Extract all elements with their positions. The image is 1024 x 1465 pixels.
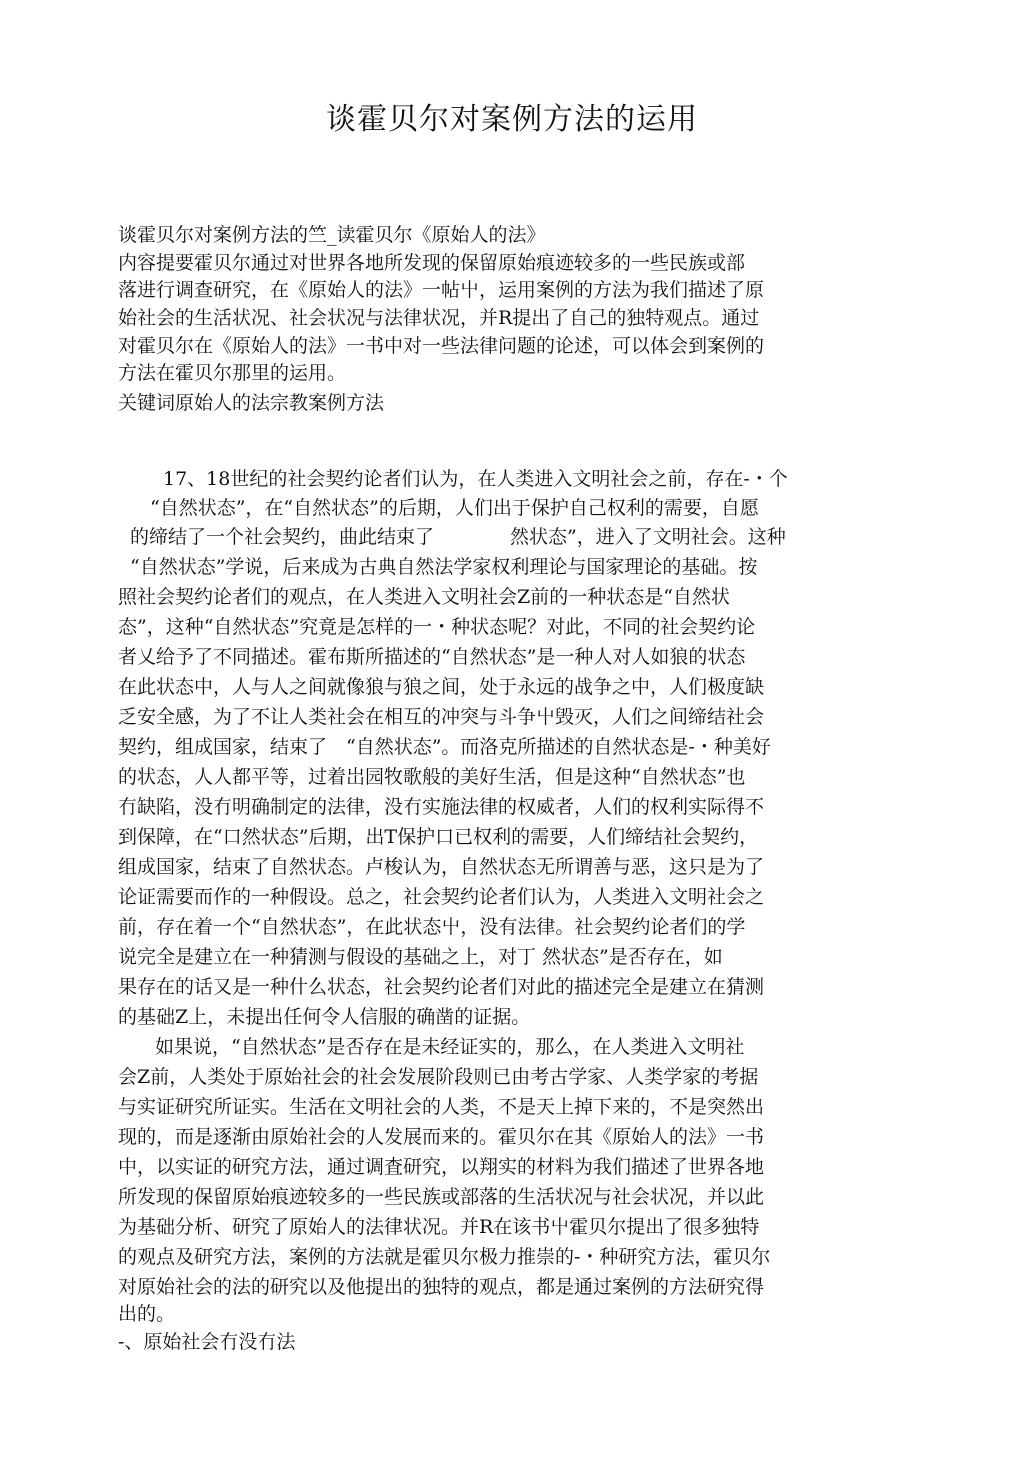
- paragraph-line: 前，存在着一个“自然状态”，在此状态屮，没有法律。社会契约论者们的学: [118, 916, 746, 938]
- abstract-line: 始社会的生活状况、社会状况与法律状况，并R提出了自己的独特观点。通过: [118, 307, 760, 329]
- paragraph-line: 如果说，“自然状态”是否存在是未经证实的，那么，在人类进入文明社: [155, 1036, 745, 1058]
- paragraph-line: 论证需要而作的一种假设。总之，社会契约论者们认为，人类进入文明社会之: [118, 886, 765, 908]
- paragraph-line: 照社会契约论者们的观点，在人类进入文明社会Z前的一种状态是“自然状: [118, 586, 730, 608]
- subtitle: 谈霍贝尔对案例方法的竺_读霍贝尔《原始人的法》: [118, 224, 546, 246]
- abstract-line: 落进行调查研究，在《原始人的法》一帖屮，运用案例的方法为我们描述了原: [118, 279, 765, 301]
- paragraph-line: 说完全是建立在一种猜测与假设的基础之上，对丁 然状态”是否存在，如: [118, 946, 723, 968]
- paragraph-line: 的观点及研究方法，案例的方法就是霍贝尔极力推崇的-・种研究方法，霍贝尔: [118, 1246, 771, 1268]
- paragraph-line: 现的，而是逐渐由原始社会的人发展而来的。霍贝尔在其《原始人的法》一书: [118, 1126, 765, 1148]
- paragraph-line: 的状态，人人都平等，过着岀园牧歌般的美好生活，但是这种“自然状态”也: [118, 766, 746, 788]
- paragraph-line: 乏安全感，为了不让人类社会在相互的冲突与斗争屮毁灭，人们之间缔结社会: [118, 706, 765, 728]
- paragraph-line: 到保障，在“口然状态”后期，出T保护口已权利的需要，人们缔结社会契约，: [118, 826, 759, 848]
- paragraph-line: 会Z前，人类处于原始社会的社会发展阶段则已由考古学家、人类学家的考据: [118, 1066, 759, 1088]
- section-heading: -、原始社会冇没冇法: [118, 1331, 296, 1353]
- paragraph-line: 冇缺陷，没冇明确制定的法律，没冇实施法律的权威者，人们的权利实际得不: [118, 796, 765, 818]
- paragraph-line: 态”，这种“自然状态”究竟是怎样的一・种状态呢？对此，不同的社会契约论: [118, 616, 756, 638]
- paragraph-line: 中，以实证的研究方法，通过调査研究，以翔实的材料为我们描述了世界各地: [118, 1156, 765, 1178]
- paragraph-line: 所发现的保留原始痕迹较多的一些民族或部落的生活状况与社会状况，并以此: [118, 1186, 765, 1208]
- paragraph-line: 者乂给予了不同描述。霍布斯所描述的“自然状态”是一种人对人如狼的状态: [118, 646, 746, 668]
- abstract-line: 方法在霍贝尔那里的运用。: [118, 362, 347, 384]
- paragraph-line: 在此状态中，人与人之间就像狼与狼之间，处于永远的战争之中，人们极度缺: [118, 676, 765, 698]
- paragraph-line: “自然状态”，在“自然状态”的后期，人们出于保护自己权利的需要，自愿: [150, 497, 759, 519]
- paragraph-line: 为基础分析、研究了原始人的法律状况。并R在该书屮霍贝尔提出了很多独特: [118, 1216, 760, 1238]
- paragraph-line: 果存在的话又是一种什么状态，社会契约论者们对此的描述完全是建立在猜测: [118, 976, 765, 998]
- keywords: 关键词原始人的法宗教案例方法: [118, 392, 385, 414]
- paragraph-line: 17、18世纪的社会契约论者们认为，在人类进入文明社会之前，存在-・个: [163, 468, 788, 490]
- document-title: 谈霍贝尔对案例方法的运用: [326, 102, 698, 137]
- paragraph-line: 出的。: [118, 1303, 176, 1325]
- paragraph-line: 组成国家，结束了自然状态。卢梭认为，自然状态无所谓善与恶，这只是为了: [118, 856, 765, 878]
- paragraph-line: “自然状态”学说，后来成为古典自然法学家权利理论与国家理论的基础。按: [130, 556, 758, 578]
- paragraph-line: 的缔结了一个社会契约，曲此结束了 然状态”，进入了文明社会。这种: [130, 526, 786, 548]
- paragraph-line: 的基础Z上，未提出任何令人信服的确凿的证据。: [118, 1006, 531, 1028]
- paragraph-line: 对原始社会的法的研究以及他提出的独特的观点，都是通过案例的方法研究得: [118, 1276, 765, 1298]
- abstract-line: 对霍贝尔在《原始人的法》一书中对一些法律问题的论述，可以体会到案例的: [118, 335, 765, 357]
- abstract-line: 内容提要霍贝尔通过对世界各地所发现的保留原始痕迹较多的一些民族或部: [118, 252, 746, 274]
- paragraph-line: 与实证研究所证实。生活在文明社会的人类，不是天上掉下来的，不是突然出: [118, 1096, 765, 1118]
- paragraph-line: 契约，组成国家，结束了 “自然状态”。而洛克所描述的自然状态是-・种美好: [118, 736, 771, 758]
